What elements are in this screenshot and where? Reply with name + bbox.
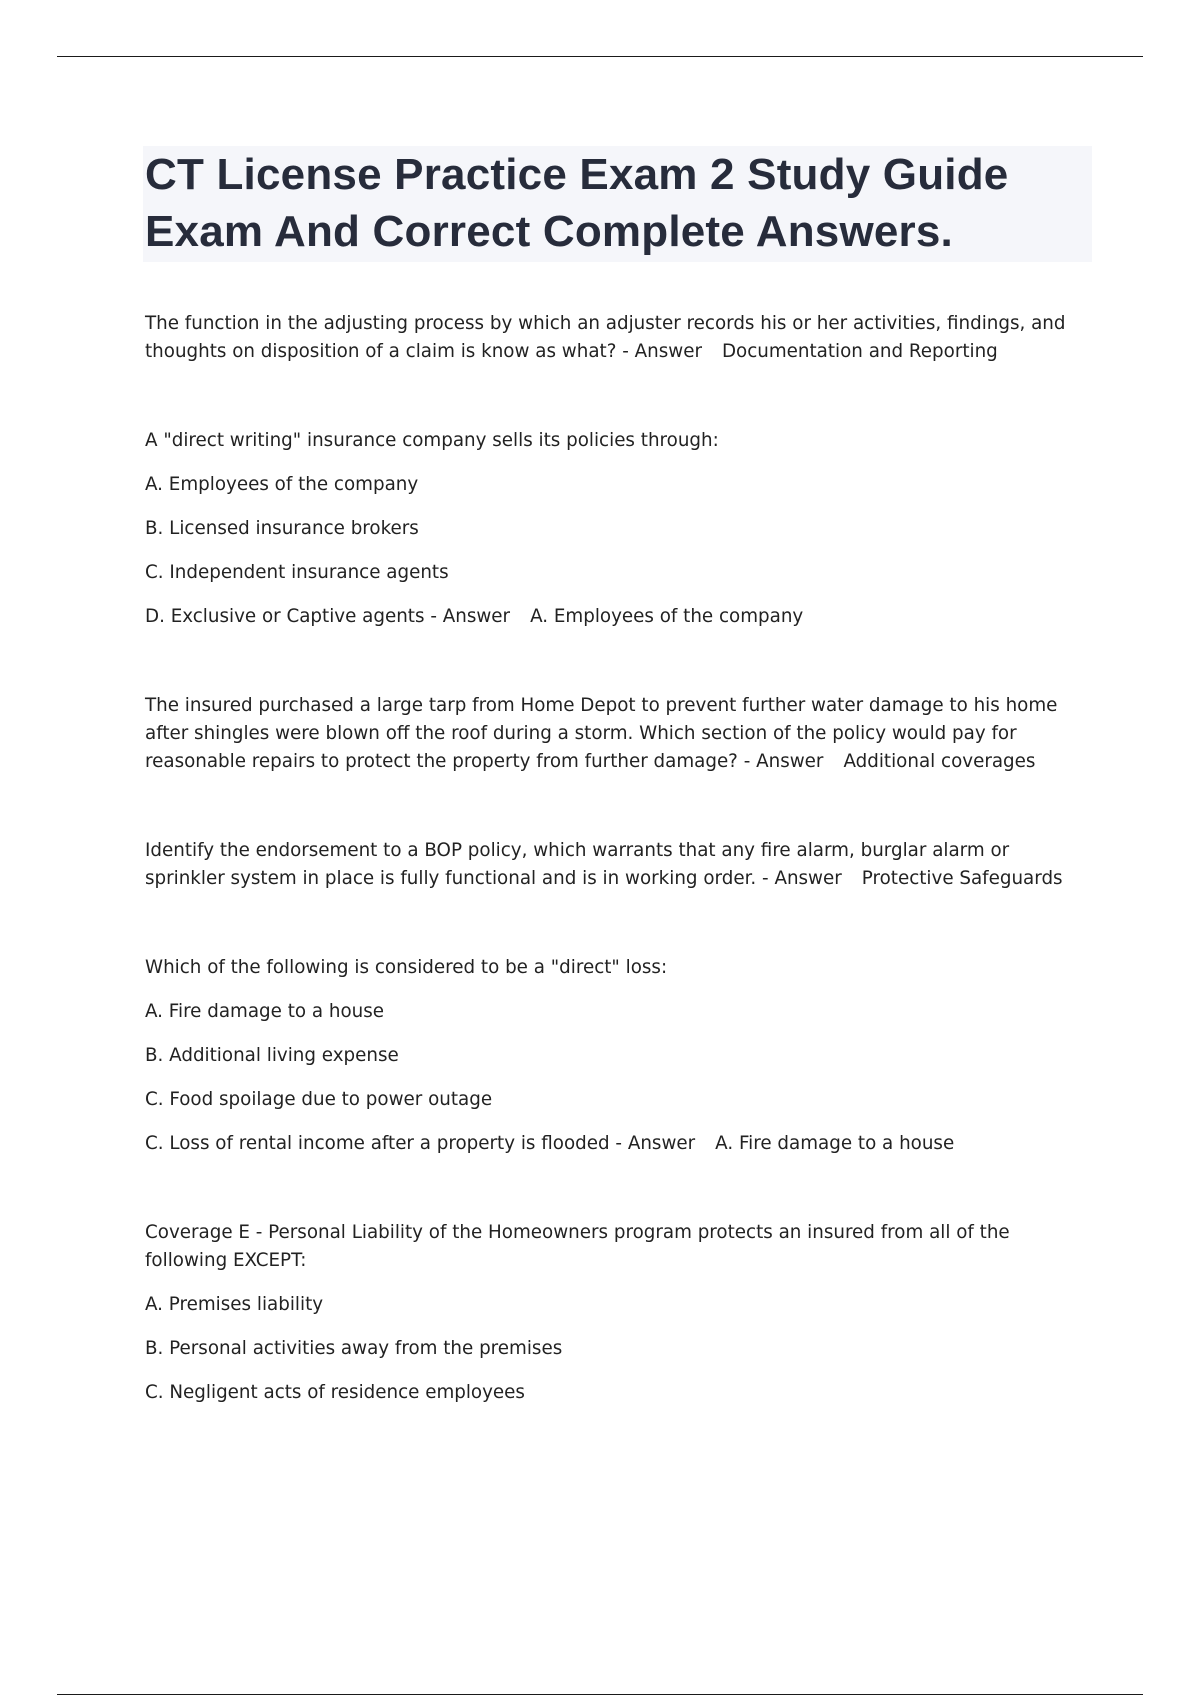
option-a: A. Fire damage to a house bbox=[145, 1001, 385, 1022]
answer-text: Additional coverages bbox=[843, 751, 1036, 772]
qa-item-1 bbox=[145, 310, 1090, 366]
qa-item-6 bbox=[145, 1219, 1090, 1407]
answer-text: A. Fire damage to a house bbox=[715, 1133, 955, 1154]
answer-marker: - Answer bbox=[622, 341, 702, 362]
question-text: A "direct writing" insurance company sells its policies through: bbox=[145, 430, 719, 451]
answer-text: A. Employees of the company bbox=[530, 606, 804, 627]
answer-text: Protective Safeguards bbox=[861, 868, 1063, 889]
option-c: C. Food spoilage due to power outage bbox=[145, 1089, 493, 1110]
title-box bbox=[143, 146, 1092, 262]
question-text: Coverage E - Personal Liability of the Homeowners program protects an insured from all of the following EXCEPT: bbox=[145, 1222, 1010, 1271]
question-text: The insured purchased a large tarp from Home Depot to prevent further water damage to his home after shingles were blown off the roof during a storm. Which section of the policy would pay for reasonable repairs to protect the property from further damage? - Answer Additional coverages bbox=[145, 695, 1058, 772]
question-text: Identify the endorsement to a BOP policy, which warrants that any fire alarm, burglar alarm or sprinkler system in place is fully functional and is in working order. - Answer Protective Safeguards bbox=[145, 840, 1063, 889]
top-rule bbox=[57, 56, 1143, 57]
option-c-second: C. Loss of rental income after a property is flooded - Answer A. Fire damage to a house bbox=[145, 1133, 955, 1154]
qa-item-5 bbox=[145, 954, 1090, 1158]
question-text: Which of the following is considered to be a "direct" loss: bbox=[145, 957, 668, 978]
document-title: CT License Practice Exam 2 Study Guide Exam And Correct Complete Answers. bbox=[145, 150, 1009, 256]
option-b: B. Licensed insurance brokers bbox=[145, 518, 419, 539]
answer-marker: - Answer bbox=[762, 868, 842, 889]
document-body bbox=[145, 146, 1090, 1468]
qa-item-2 bbox=[145, 427, 1090, 631]
option-c: C. Independent insurance agents bbox=[145, 562, 449, 583]
option-b: B. Personal activities away from the premises bbox=[145, 1338, 563, 1359]
option-b: B. Additional living expense bbox=[145, 1045, 399, 1066]
bottom-rule bbox=[57, 1694, 1143, 1695]
option-a: A. Employees of the company bbox=[145, 474, 419, 495]
qa-item-4 bbox=[145, 837, 1090, 893]
option-c: C. Negligent acts of residence employees bbox=[145, 1382, 525, 1403]
answer-text: Documentation and Reporting bbox=[721, 341, 998, 362]
question-text: The function in the adjusting process by which an adjuster records his or her activities, findings, and thoughts on disposition of a claim is know as what? - Answer Documentation and Reporting bbox=[145, 313, 1066, 362]
option-d: D. Exclusive or Captive agents - Answer A. Employees of the company bbox=[145, 606, 804, 627]
qa-item-3 bbox=[145, 692, 1090, 776]
option-a: A. Premises liability bbox=[145, 1294, 324, 1315]
answer-marker: - Answer bbox=[743, 751, 824, 772]
answer-marker: - Answer bbox=[430, 606, 511, 627]
qa-list bbox=[145, 310, 1090, 1407]
answer-marker: - Answer bbox=[615, 1133, 696, 1154]
